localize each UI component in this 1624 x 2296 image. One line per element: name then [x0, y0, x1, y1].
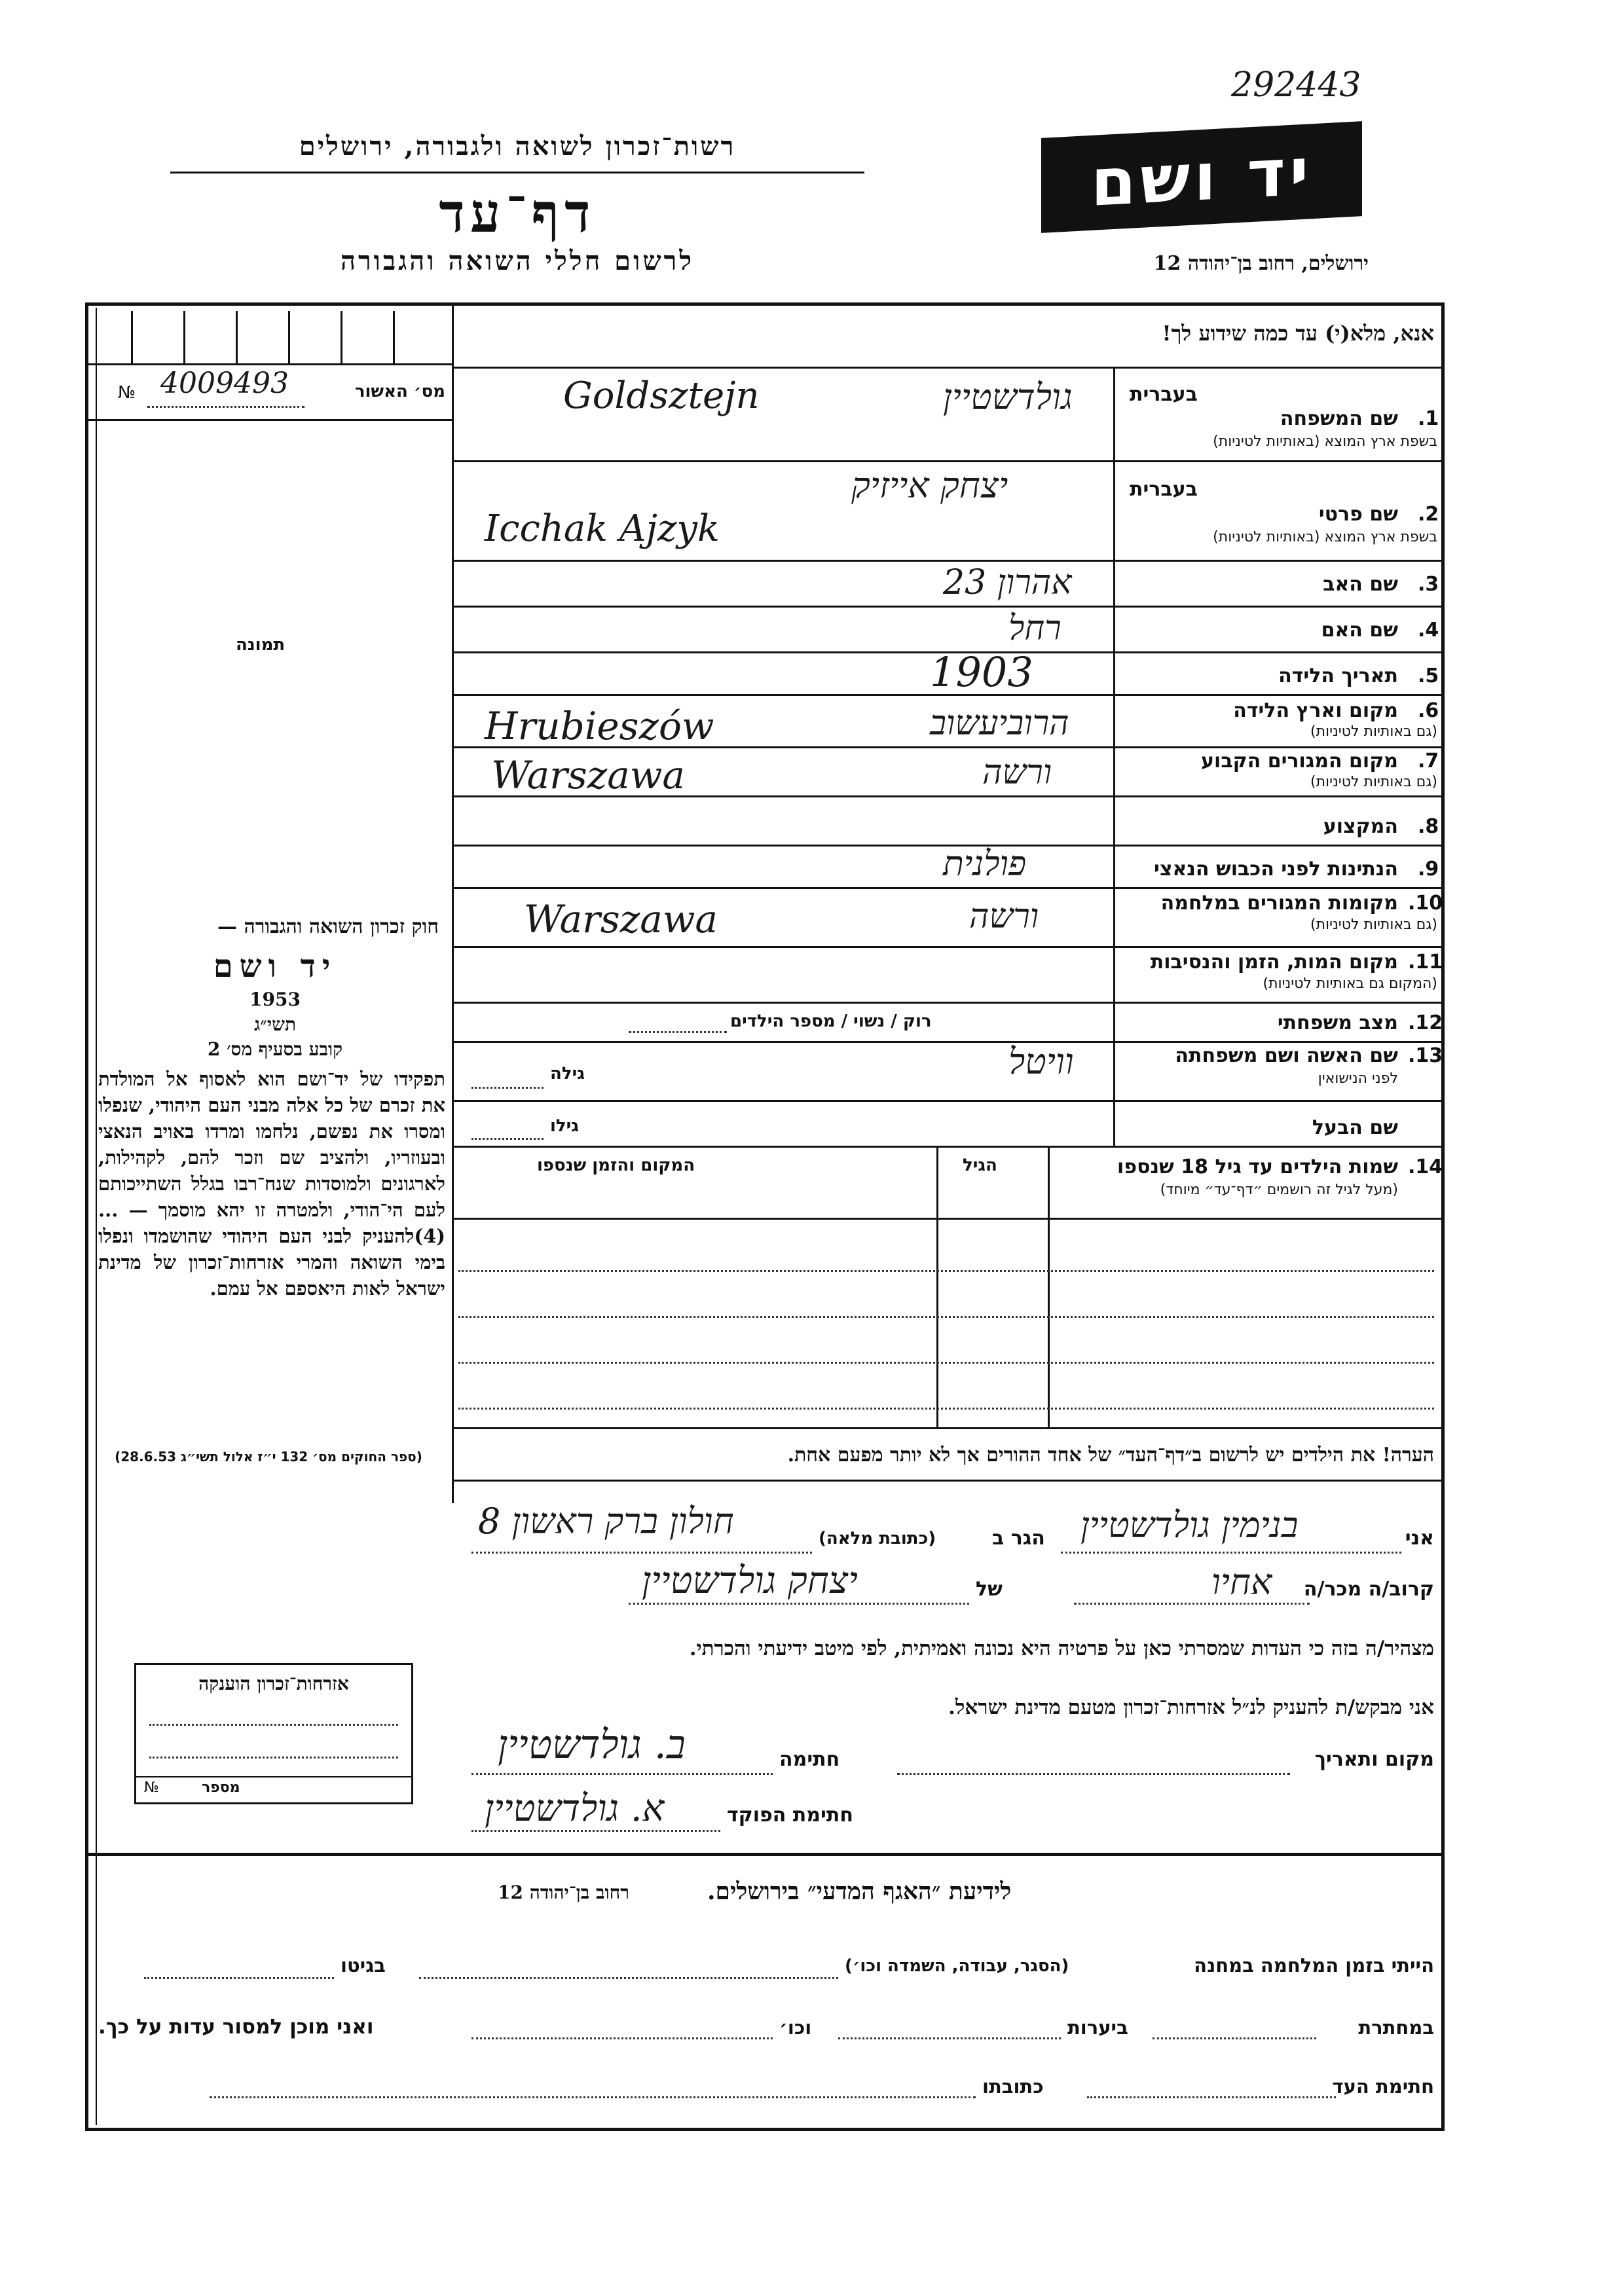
- decl-of-person[interactable]: יצחק גולדשטיין: [642, 1559, 858, 1602]
- first-name-tag: בעברית: [1130, 478, 1198, 501]
- citizenship-num: 9.: [1418, 858, 1439, 881]
- approval-label: מס׳ האשור: [354, 382, 445, 401]
- children-note: (מעל לגיל זה רושמים ״דף־עד״ מיוחד): [1160, 1182, 1398, 1198]
- citizenship-box-number: מספר: [202, 1779, 240, 1796]
- citizenship-value[interactable]: פולנית: [943, 845, 1027, 884]
- residence-note: (גם באותיות לטיניות): [1310, 774, 1437, 790]
- birthplace-latin[interactable]: Hrubieszów: [485, 704, 714, 748]
- citizenship-box-title: אזרחות־זכרון הוענקה: [198, 1673, 349, 1694]
- info-line1-c: בגיטו: [341, 1954, 386, 1977]
- citizenship-label: הנתינות לפני הכבוש הנאצי: [1154, 858, 1398, 881]
- residence-num: 7.: [1418, 750, 1439, 773]
- info-address: רחוב בן־יהודה 12: [498, 1882, 629, 1903]
- decl-address-note: (כתובת מלאה): [819, 1529, 936, 1548]
- archive-number: 292443: [1231, 65, 1361, 105]
- decl-of: של: [976, 1578, 1003, 1601]
- approval-number[interactable]: 4009493: [160, 367, 289, 400]
- declarant-name[interactable]: בנימין גולדשטיין: [1080, 1504, 1299, 1546]
- remark-text: הערה! את הילדים יש לרשום ב״דף־העד״ של אחד ההורים אך לא יותר מפעם אחת.: [787, 1444, 1434, 1467]
- birth-date-num: 5.: [1418, 665, 1439, 687]
- family-name-num: 1.: [1418, 407, 1439, 430]
- birthplace-label: מקום וארץ הלידה: [1233, 699, 1398, 722]
- marital-options[interactable]: רוק / נשוי / מספר הילדים: [730, 1011, 932, 1031]
- wife-note: לפני הנישואין: [1318, 1070, 1398, 1087]
- info-line1-b: (הסגר, עבודה, השמדה וכו׳): [845, 1956, 1069, 1976]
- family-name-tag: בעברית: [1130, 383, 1198, 406]
- form-subtitle: לרשום חללי השואה והגבורה: [340, 246, 695, 276]
- info-line2-b: ביערות: [1067, 2016, 1128, 2039]
- info-line2-d: ואני מוכן למסור עדות על כך.: [98, 2015, 374, 2039]
- first-name-latin[interactable]: Icchak Ajzyk: [485, 507, 720, 550]
- wartime-residence-label: מקומות המגורים במלחמה: [1160, 892, 1398, 915]
- tick-marks: [105, 311, 445, 363]
- father-num: 3.: [1418, 573, 1439, 596]
- birth-date[interactable]: 1903: [930, 648, 1033, 696]
- children-col-place: המקום והזמן שנספו: [537, 1156, 695, 1175]
- wartime-residence-num: 10.: [1408, 892, 1443, 915]
- mother-label: שם האם: [1321, 619, 1398, 642]
- law-reference: (ספר החוקים מס׳ 132 י״ז אלול תשי״ג 28.6.53): [115, 1449, 422, 1465]
- children-col-age: הגיל: [963, 1156, 997, 1175]
- info-line3-a: חתימת העד: [1332, 2075, 1434, 2098]
- info-line2-a: במחתרת: [1358, 2016, 1434, 2039]
- law-section: קובע בסעיף מס׳ 2: [207, 1038, 343, 1060]
- residence-hebrew[interactable]: ורשה: [982, 753, 1052, 792]
- residence-latin[interactable]: Warszawa: [491, 753, 686, 797]
- wife-age-label: גילה: [550, 1064, 585, 1084]
- decl-ani: אני: [1405, 1527, 1434, 1550]
- birth-date-label: תאריך הלידה: [1278, 665, 1398, 687]
- death-num: 11.: [1408, 951, 1443, 974]
- wife-num: 13.: [1408, 1044, 1443, 1067]
- decl-relation[interactable]: אחיו: [1211, 1561, 1272, 1603]
- first-name-note: בשפת ארץ המוצא (באותיות לטיניות): [1213, 529, 1437, 545]
- wife-label: שם האשה ושם משפחתה: [1175, 1044, 1398, 1067]
- decl-request: אני מבקש/ת להעניק לנ״ל אזרחות־זכרון מטעם מדינת ישראל.: [948, 1696, 1434, 1719]
- death-label: מקום המות, הזמן והנסיבות: [1150, 951, 1398, 974]
- decl-signature-label: חתימה: [779, 1748, 840, 1771]
- decl-statement: מצהיר/ה בזה כי העדות שמסרתי כאן על פרטיה היא נכונה ואמיתית, לפי מיטב ידיעתי והכרתי.: [689, 1637, 1434, 1660]
- birthplace-note: (גם באותיות לטיניות): [1310, 723, 1437, 740]
- law-text: תפקידו של יד־ושם הוא לאסוף אל המולדת את זכרם של כל אלה מבני העם היהודי, שנפלו ומסרו את נפשם, נלחמו ומרדו באויב הנאצי ובעוזריו, ולהציב שם וזכר להם, לקהילות, לארגונים ולמוסדות שנח־רבו בגלל השתייכותם לעם הי־הודי, ולמטרה זו יהא מוסמך — ...(4)להעניק לבני העם היהודי שהושמדו ונפלו בימי השואה והמרי אזרחות־זכרון של מדינת ישראל לאות היאספם אל עמם.: [98, 1068, 445, 1300]
- decl-officer-signature[interactable]: א. גולדשטיין: [485, 1787, 665, 1830]
- approval-no-mark: №: [118, 383, 136, 403]
- family-name-latin[interactable]: Goldsztejn: [563, 374, 760, 417]
- wartime-residence-hebrew[interactable]: ורשה: [969, 897, 1039, 936]
- family-name-note: בשפת ארץ המוצא (באותיות לטיניות): [1213, 433, 1437, 450]
- wartime-residence-note: (גם באותיות לטיניות): [1310, 917, 1437, 933]
- mother-name[interactable]: רחל: [1008, 609, 1061, 648]
- decl-place-date: מקום ותאריך: [1314, 1748, 1434, 1771]
- decl-relative-label: קרוב/ה מכר/ה: [1303, 1578, 1434, 1601]
- decl-officer-label: חתימת הפוקד: [727, 1804, 853, 1827]
- husband-age-label: גילו: [550, 1116, 579, 1136]
- first-name-label: שם פרטי: [1318, 503, 1398, 526]
- family-name-label: שם המשפחה: [1280, 407, 1398, 430]
- family-name-hebrew[interactable]: גולדשטיין: [943, 376, 1073, 418]
- father-label: שם האב: [1323, 573, 1398, 596]
- birthplace-num: 6.: [1418, 699, 1439, 722]
- law-heb-year: תשי״ג: [253, 1013, 297, 1035]
- header-address: ירושלים, רחוב בן־יהודה 12: [1153, 252, 1369, 275]
- info-title: לידיעת ״האגף המדעי״ בירושלים.: [707, 1878, 1012, 1905]
- law-name: יד ושם: [213, 948, 337, 985]
- decl-signature[interactable]: ב. גולדשטיין: [498, 1722, 686, 1768]
- declarant-address[interactable]: חולון ברק ראשון 8: [478, 1501, 734, 1542]
- marital-num: 12.: [1408, 1011, 1443, 1034]
- sidebar-divider: [452, 305, 454, 1503]
- decl-residing: הגר ב: [992, 1527, 1045, 1550]
- info-line3-b: כתובתו: [982, 2075, 1044, 2098]
- header-rule: [170, 172, 864, 173]
- wartime-residence-latin[interactable]: Warszawa: [524, 897, 718, 941]
- children-label: שמות הילדים עד גיל 18 שנספו: [1117, 1156, 1398, 1178]
- husband-label: שם הבעל: [1312, 1116, 1398, 1139]
- photo-label: תמונה: [236, 635, 286, 655]
- birthplace-hebrew[interactable]: הרוביעשוב: [930, 704, 1069, 743]
- yad-vashem-logo: [1041, 121, 1362, 233]
- profession-num: 8.: [1418, 815, 1439, 838]
- profession-label: המקצוע: [1323, 815, 1398, 838]
- citizenship-box: [134, 1663, 413, 1804]
- residence-label: מקום המגורים הקבוע: [1201, 750, 1398, 773]
- instruction-text: אנא, מלא(י) עד כמה שידוע לך!: [1162, 321, 1434, 346]
- children-num: 14.: [1408, 1156, 1443, 1178]
- citizenship-box-no: №: [144, 1779, 159, 1796]
- authority-name: רשות־זכרון לשואה ולגבורה, ירושלים: [299, 131, 736, 162]
- law-title: חוק זכרון השואה והגבורה —: [217, 915, 439, 938]
- first-name-hebrew[interactable]: יצחק אייזיק: [851, 465, 1008, 506]
- wife-name[interactable]: וויטל: [1008, 1041, 1074, 1082]
- info-line1-a: הייתי בזמן המלחמה במחנה: [1194, 1954, 1434, 1977]
- form-title: דף־עד: [439, 182, 596, 245]
- father-name[interactable]: אהרון 23: [943, 563, 1072, 602]
- mother-num: 4.: [1418, 619, 1439, 642]
- first-name-num: 2.: [1418, 503, 1439, 526]
- law-year: 1953: [249, 989, 301, 1010]
- death-note: (המקום גם באותיות לטיניות): [1263, 975, 1437, 992]
- marital-label: מצב משפחתי: [1277, 1011, 1398, 1034]
- info-line2-c: וכו׳: [779, 2016, 812, 2039]
- logo-text: יד ושם: [1090, 133, 1313, 221]
